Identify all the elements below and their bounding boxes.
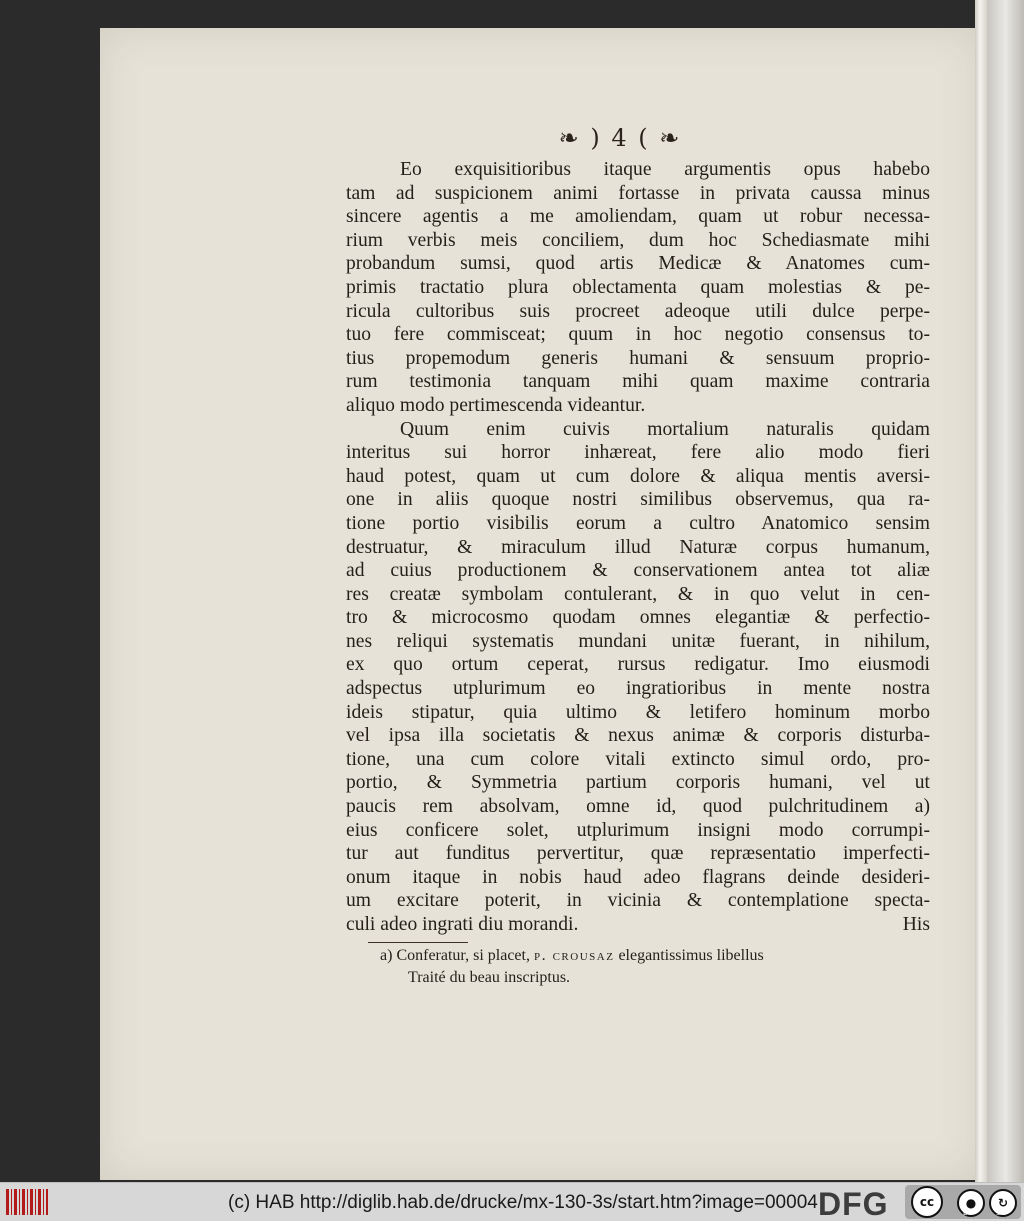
text-line-content: interitus sui horror inhæreat, fere alio modo fieri — [346, 442, 930, 464]
text-line — [346, 819, 930, 843]
footnote-line — [380, 945, 930, 967]
text-line-content: tur aut funditus pervertitur, quæ repræsentatio imperfecti- — [346, 843, 930, 865]
text-line — [346, 229, 930, 253]
text-line — [346, 512, 930, 536]
footnote-rule — [368, 942, 468, 943]
text-line — [346, 748, 930, 772]
text-line — [346, 630, 930, 654]
text-line — [346, 252, 930, 276]
body-text — [346, 158, 930, 937]
text-line-content: ideis stipatur, quia ultimo & letifero hominum morbo — [346, 701, 930, 723]
book-spine — [975, 0, 987, 1182]
text-line — [346, 347, 930, 371]
text-line-content: one in aliis quoque nostri similibus observemus, qua ra- — [346, 489, 930, 511]
text-line — [346, 488, 930, 512]
text-line — [346, 300, 930, 324]
page-header: ❧ ) 4 ( ❧ — [558, 124, 682, 152]
text-line-content: sincere agentis a me amoliendam, quam ut robur necessa- — [346, 206, 930, 228]
license-badge[interactable] — [905, 1185, 1021, 1219]
text-line — [346, 323, 930, 347]
text-line — [346, 606, 930, 630]
viewer-bottom-bar — [0, 1182, 1024, 1221]
text-line — [346, 158, 930, 182]
footnote-marker: a) — [380, 947, 393, 964]
text-line-content: tuo fere commisceat; quum in hoc negotio consensus to- — [346, 324, 930, 346]
text-line — [346, 559, 930, 583]
text-line — [346, 536, 930, 560]
text-line-content: haud potest, quam ut cum dolore & aliqua mentis aversi- — [346, 465, 930, 487]
text-line — [346, 842, 930, 866]
facing-page-edge — [987, 0, 1024, 1182]
text-line-content: paucis rem absolvam, omne id, quod pulchritudinem a) — [346, 796, 930, 818]
text-line-content: culi adeo ingrati diu morandi. — [346, 914, 579, 935]
text-line-content: rum testimonia tanquam mihi quam maxime contraria — [346, 371, 930, 393]
text-line-content: aliquo modo pertimescenda videantur. — [346, 394, 646, 416]
text-line-content: res creatæ symbolam contulerant, & in quo velut in cen- — [346, 583, 930, 605]
text-line-content: primis tractatio plura oblectamenta quam molestias & pe- — [346, 276, 930, 298]
text-line — [346, 889, 930, 913]
hab-barcode-icon — [6, 1189, 48, 1215]
text-line — [346, 418, 930, 442]
text-line-content: tione portio visibilis eorum a cultro Anatomico sensim — [346, 512, 930, 534]
footnote-text: Conferatur, si placet, — [396, 947, 530, 964]
text-line — [346, 370, 930, 394]
text-line-content: ad cuius productionem & conservationem antea tot aliæ — [346, 560, 930, 582]
text-line-content: tam ad suspicionem animi fortasse in privata caussa minus — [346, 182, 930, 204]
text-line — [346, 205, 930, 229]
text-line — [346, 465, 930, 489]
text-line — [346, 866, 930, 890]
dfg-logo: DFG — [818, 1186, 889, 1221]
text-line — [346, 724, 930, 748]
text-line-content: um excitare poterit, in vicinia & contemplatione specta- — [346, 890, 930, 912]
text-line — [346, 276, 930, 300]
text-line-content: destruatur, & miraculum illud Naturæ corpus humanum, — [346, 536, 930, 558]
text-line — [346, 394, 930, 418]
sa-icon: ↻ — [989, 1189, 1017, 1217]
text-line — [346, 771, 930, 795]
text-line-content: ex quo ortum ceperat, rursus redigatur. Imo eiusmodi — [346, 654, 930, 676]
copyright-link[interactable]: (c) HAB http://diglib.hab.de/drucke/mx-130-3s/start.htm?image=00004 — [228, 1192, 818, 1213]
text-line-content: eius conficere solet, utplurimum insigni modo corrumpi- — [346, 819, 930, 841]
text-line-content: tro & microcosmo quodam omnes elegantiæ & perfectio- — [346, 607, 930, 629]
footnote-author: p. crousaz — [533, 947, 615, 964]
text-line-content: portio, & Symmetria partium corporis humani, vel ut — [346, 772, 930, 794]
text-line-content: probandum sumsi, quod artis Medicæ & Anatomes cum- — [346, 253, 930, 275]
text-line — [346, 441, 930, 465]
text-line-content: Quum enim cuivis mortalium naturalis quidam — [400, 418, 930, 440]
cc-icon: cc — [911, 1186, 943, 1218]
sa-caption: SA — [996, 1209, 1006, 1217]
text-line-content: onum itaque in nobis haud adeo flagrans deinde desideri- — [346, 866, 930, 888]
by-icon: ● — [957, 1189, 985, 1217]
text-line-content: adspectus utplurimum eo ingratioribus in mente nostra — [346, 678, 930, 700]
footnote-line: Traité du beau inscriptus. — [408, 969, 571, 986]
text-line-content: tius propemodum generis humani & sensuum proprio- — [346, 347, 930, 369]
text-line-content: vel ipsa illa societatis & nexus animæ & corporis disturba- — [346, 725, 930, 747]
footnote — [380, 945, 930, 989]
text-line — [346, 182, 930, 206]
text-line-content: tione, una cum colore vitali extincto simul ordo, pro- — [346, 748, 930, 770]
text-line-content: Eo exquisitioribus itaque argumentis opus habebo — [400, 159, 930, 180]
text-line — [346, 677, 930, 701]
text-line — [346, 583, 930, 607]
footnote-text: elegantissimus libellus — [618, 947, 764, 964]
catchword: His — [902, 914, 930, 935]
text-line — [346, 701, 930, 725]
text-line-content: ricula cultoribus suis procreet adeoque utili dulce perpe- — [346, 300, 930, 322]
text-line — [346, 795, 930, 819]
text-line — [346, 913, 930, 937]
text-line — [346, 653, 930, 677]
text-line-content: nes reliqui systematis mundani unitæ fuerant, in nihilum, — [346, 630, 930, 652]
text-line-content: rium verbis meis conciliem, dum hoc Schediasmate mihi — [346, 229, 930, 251]
by-caption: BY — [963, 1209, 972, 1217]
